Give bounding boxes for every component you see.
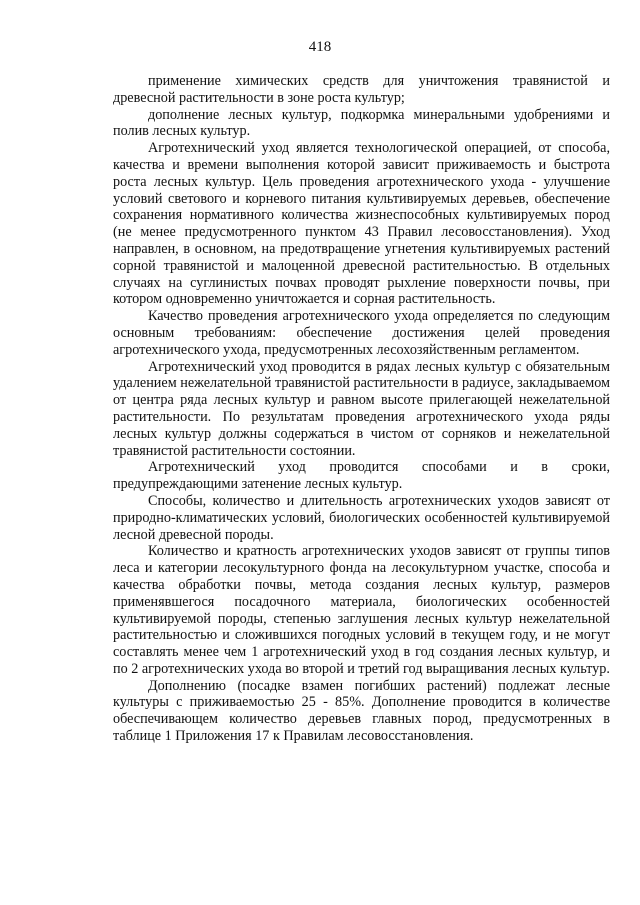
paragraph: Агротехнический уход проводится способами и в сроки, предупреждающими затенение лесных культур. [113,459,610,493]
paragraph: Способы, количество и длительность агротехнических уходов зависят от природно-климатических условий, биологических особенностей культивируемой лесной древесной породы. [113,492,610,543]
paragraph: Агротехнический уход проводится в рядах лесных культур с обязательным удалением нежелательной травянистой растительности в радиусе, закладываемом от центра ряда лесных культур и равном высоте прилегающей нежелательной растительности. По результатам проведения агротехнического ухода ряды лесных культур должны содержаться в чистом от сорняков и нежелательной травянистой растительности состоянии. [113,358,610,459]
page-number: 418 [308,39,332,55]
paragraph: применение химических средств для уничтожения травянистой и древесной растительности в зоне роста культур; [113,73,610,106]
paragraph: Количество и кратность агротехнических уходов зависят от группы типов леса и категории лесокультурного фонда на лесокультурном участке, способа и качества обработки почвы, метода создания лесных культур, размеров применявшегося посадочного материала, биологических особенностей культивируемой породы, степенью заглушения лесных культур нежелательной растительностью и сложившихся погодных условий в текущем году, и не могут составлять менее чем 1 агротехнический уход в год создания лесных культур, и по 2 агротехнических ухода во второй и третий год выращивания лесных культур. [113,543,610,677]
paragraph: дополнение лесных культур, подкормка минеральными удобрениями и полив лесных культур. [113,106,610,140]
paragraph: Дополнению (посадке взамен погибших растений) подлежат лесные культуры с приживаемостью 25 - 85%. Дополнение проводится в количестве обеспечивающем количество деревьев главных пород, предусмотренных в таблице 1 Приложения 17 к Правилам лесовосстановления. [113,677,610,745]
paragraph: Агротехнический уход является технологической операцией, от способа, качества и времени выполнения которой зависит приживаемость и быстрота роста лесных культур. Цель проведения агротехнического ухода - улучшение условий светового и корневого питания культивируемых деревьев, обеспечение сохранения нормативного количества жизнеспособных культивируемых пород (не менее предусмотренного пунктом 43 Правил лесовосстановления). Уход направлен, в основном, на предотвращение угнетения культивируемых растений сорной травянистой и малоценной древесной растительностью. В отдельных случаях на суглинистых почвах проводят рыхление поверхности почвы, при котором одновременно уничтожается и сорная растительность. [113,140,610,308]
document-body [113,73,610,745]
paragraph: Качество проведения агротехнического ухода определяется по следующим основным требованиям: обеспечение достижения целей проведения агротехнического ухода, предусмотренных лесохозяйственным регламентом. [113,308,610,358]
